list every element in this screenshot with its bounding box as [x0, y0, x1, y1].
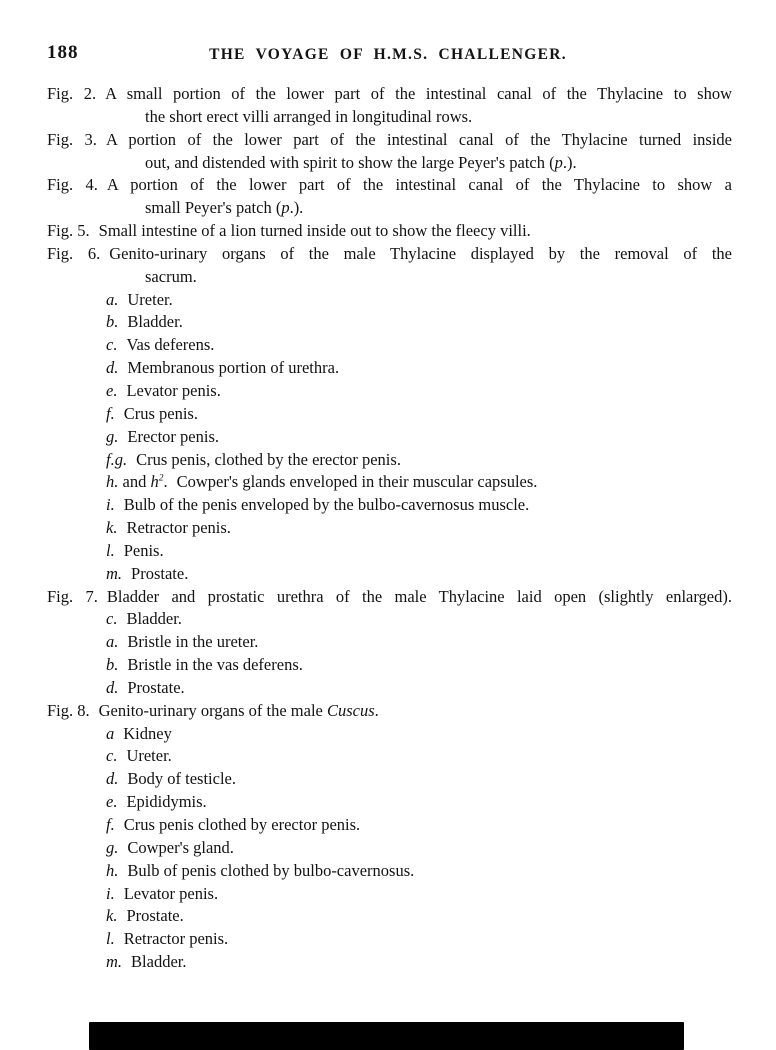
line-text: Prostate. — [131, 563, 189, 583]
figure-number: Fig. 4. — [47, 175, 98, 195]
line-text: small Peyer's patch (p.). — [145, 198, 304, 218]
item-letter: k. — [106, 518, 118, 538]
legend-item-line — [0, 654, 776, 677]
legend-item-line — [0, 860, 776, 883]
line-text: Bladder. — [131, 952, 187, 972]
item-letter: b. — [106, 312, 119, 332]
figure-list — [0, 83, 776, 974]
figure-caption-line — [0, 220, 776, 243]
figure-number: Fig. 7. — [47, 586, 98, 606]
line-text: Vas deferens. — [126, 335, 215, 355]
line-text: A portion of the lower part of the intestinal canal of the Thylacine turned inside — [105, 129, 732, 149]
line-text: Bladder and prostatic urethra of the male Thylacine laid open (slightly enlarged). — [106, 586, 732, 606]
legend-item-line — [0, 334, 776, 357]
legend-item-line — [0, 311, 776, 334]
legend-item-line — [0, 631, 776, 654]
item-letter: g. — [106, 837, 119, 857]
caption-continuation-line — [0, 197, 776, 220]
line-text: Bristle in the ureter. — [127, 632, 259, 652]
line-text: out, and distended with spirit to show the large Peyer's patch (p.). — [145, 152, 577, 172]
legend-item-line — [0, 449, 776, 472]
line-text: Levator penis. — [123, 883, 219, 903]
item-letter: d. — [106, 677, 119, 697]
legend-item-line — [0, 289, 776, 312]
item-letter: l. — [106, 929, 115, 949]
line-text: Cowper's gland. — [127, 837, 234, 857]
legend-item-line — [0, 768, 776, 791]
item-letter: d. — [106, 769, 119, 789]
line-text: Bulb of the penis enveloped by the bulbo-cavernosus muscle. — [123, 495, 530, 515]
line-text: Prostate. — [127, 677, 185, 697]
figure-caption-line — [0, 243, 776, 266]
item-letter: d. — [106, 358, 119, 378]
line-text: Ureter. — [127, 289, 173, 309]
figure-number: Fig. 8. — [47, 700, 90, 720]
figure-number: Fig. 2. — [47, 84, 97, 103]
item-letter: i. — [106, 883, 115, 903]
item-letter: f.g. — [106, 449, 128, 469]
legend-item-line — [0, 883, 776, 906]
item-letter: m. — [106, 563, 123, 583]
line-text: Erector penis. — [127, 426, 220, 446]
line-text: the short erect villi arranged in longitudinal rows. — [145, 106, 473, 126]
legend-item-line — [0, 403, 776, 426]
legend-item-line — [0, 380, 776, 403]
line-text: sacrum. — [145, 266, 197, 286]
legend-item-line — [0, 517, 776, 540]
caption-continuation-line — [0, 152, 776, 175]
caption-continuation-line — [0, 266, 776, 289]
item-letter: a — [106, 723, 115, 743]
legend-item-line — [0, 494, 776, 517]
line-text: Small intestine of a lion turned inside out to show the fleecy villi. — [98, 221, 531, 241]
caption-continuation-line — [0, 106, 776, 129]
line-text: Body of testicle. — [127, 769, 236, 789]
line-text: Bristle in the vas deferens. — [127, 655, 303, 675]
legend-item-line — [0, 357, 776, 380]
legend-item-line — [0, 723, 776, 746]
line-text: Penis. — [123, 540, 164, 560]
figure-caption-line — [0, 700, 776, 723]
legend-item-line — [0, 677, 776, 700]
legend-item-line — [0, 563, 776, 586]
line-text: Genito-urinary organs of the male Thylacine displayed by the removal of the — [109, 243, 732, 263]
line-text: Crus penis clothed by erector penis. — [123, 815, 361, 834]
legend-item-line — [0, 540, 776, 563]
line-text: Prostate. — [126, 906, 184, 926]
line-text: Cowper's glands enveloped in their muscular capsules. — [176, 472, 538, 492]
line-text: Crus penis, clothed by the erector penis. — [136, 449, 401, 469]
item-letter: h. and $h^2$. — [106, 472, 168, 492]
figure-number: Fig. 3. — [47, 129, 97, 149]
legend-item-line — [0, 745, 776, 768]
line-text: Genito-urinary organs of the male Cuscus. — [98, 700, 379, 720]
figure-caption-line — [0, 83, 776, 106]
line-text: A portion of the lower part of the intestinal canal of the Thylacine to show a — [106, 175, 732, 195]
line-text: Bladder. — [126, 609, 182, 629]
line-text: Bulb of penis clothed by bulbo-cavernosus. — [127, 860, 415, 880]
page-number: 188 — [47, 42, 79, 63]
line-text: Crus penis. — [123, 403, 198, 423]
item-letter: h. — [106, 860, 119, 880]
figure-number: Fig. 5. — [47, 221, 90, 241]
legend-item-line — [0, 791, 776, 814]
legend-item-line — [0, 814, 776, 837]
item-letter: f. — [106, 403, 115, 423]
line-text: Bladder. — [127, 312, 183, 332]
line-text: Levator penis. — [126, 380, 221, 400]
line-text: Ureter. — [126, 746, 172, 766]
item-letter: a. — [106, 289, 119, 309]
line-text: Retractor penis. — [126, 518, 231, 538]
line-text: Retractor penis. — [123, 929, 229, 949]
legend-item-line — [0, 837, 776, 860]
legend-item-line — [0, 471, 776, 494]
line-text: Kidney — [123, 723, 172, 743]
item-letter: i. — [106, 495, 115, 515]
running-title: THE VOYAGE OF H.M.S. CHALLENGER. — [209, 46, 567, 63]
figure-caption-line — [0, 174, 776, 197]
item-letter: m. — [106, 952, 123, 972]
item-letter: k. — [106, 906, 118, 926]
item-letter: f. — [106, 815, 115, 834]
legend-item-line — [0, 928, 776, 951]
item-letter: g. — [106, 426, 119, 446]
legend-item-line — [0, 608, 776, 631]
item-letter: c. — [106, 746, 118, 766]
item-letter: a. — [106, 632, 119, 652]
item-letter: c. — [106, 335, 118, 355]
legend-item-line — [0, 905, 776, 928]
line-text: A small portion of the lower part of the intestinal canal of the Thylacine to show — [105, 84, 732, 103]
line-text: Membranous portion of urethra. — [127, 358, 340, 378]
item-letter: e. — [106, 380, 118, 400]
item-letter: e. — [106, 792, 118, 812]
figure-number: Fig. 6. — [47, 243, 101, 263]
legend-item-line — [0, 426, 776, 449]
figure-caption-line — [0, 129, 776, 152]
item-letter: b. — [106, 655, 119, 675]
figure-caption-line — [0, 586, 776, 609]
legend-item-line — [0, 951, 776, 974]
line-text: Epididymis. — [126, 792, 207, 812]
item-letter: l. — [106, 540, 115, 560]
scan-artifact-bar — [89, 1022, 684, 1050]
item-letter: c. — [106, 609, 118, 629]
